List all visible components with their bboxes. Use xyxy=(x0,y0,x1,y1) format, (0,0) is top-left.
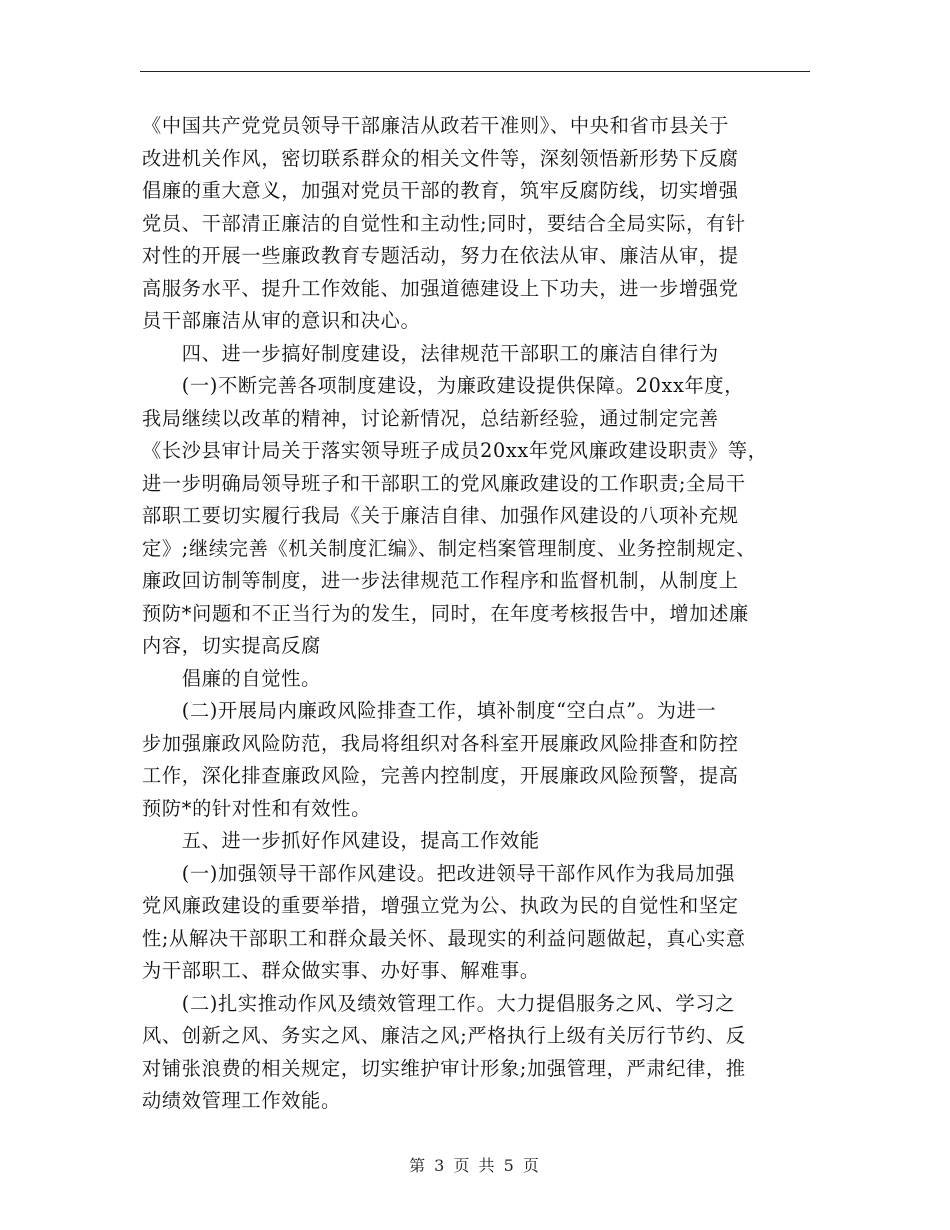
text-line: (二)开展局内廉政风险排查工作，填补制度“空白点”。为进一 xyxy=(142,699,717,722)
text-line: 定》;继续完善《机关制度汇编》、制定档案管理制度、业务控制规定、 xyxy=(142,536,757,560)
text-line: 高服务水平、提升工作效能、加强道德建设上下功夫，进一步增强党 xyxy=(142,276,739,300)
text-line: 《长沙县审计局关于落实领导班子成员20xx年党风廉政建设职责》等， xyxy=(142,439,768,462)
text-line: 《中国共产党党员领导干部廉洁从政若干准则》、中央和省市县关于 xyxy=(142,114,730,137)
text-line: 部职工要切实履行我局《关于廉洁自律、加强作风建设的八项补充规 xyxy=(142,504,739,527)
text-line: 对铺张浪费的相关规定，切实维护审计形象;加强管理，严肃纪律，推 xyxy=(142,1056,746,1080)
text-line: 步加强廉政风险防范，我局将组织对各科室开展廉政风险排查和防控 xyxy=(142,731,739,755)
text-line: 倡廉的自觉性。 xyxy=(142,666,321,690)
text-line: 进一步明确局领导班子和干部职工的党风廉政建设的工作职责;全局干 xyxy=(142,471,746,495)
text-line: 预防*问题和不正当行为的发生，同时，在年度考核报告中，增加述廉 xyxy=(142,601,749,625)
text-line: 员干部廉洁从审的意识和决心。 xyxy=(142,309,421,332)
text-line: 为干部职工、群众做实事、办好事、解难事。 xyxy=(142,959,540,982)
document-body xyxy=(142,110,810,1118)
text-line: 工作，深化排查廉政风险，完善内控制度，开展廉政风险预警，提高 xyxy=(142,764,739,787)
text-line: 动绩效管理工作效能。 xyxy=(142,1089,341,1112)
text-line: (一)不断完善各项制度建设，为廉政建设提供保障。20xx年度， xyxy=(142,374,745,397)
text-line: 廉政回访制等制度，进一步法律规范工作程序和监督机制，从制度上 xyxy=(142,569,739,592)
text-line: 倡廉的重大意义，加强对党员干部的教育，筑牢反腐防线，切实增强 xyxy=(142,179,739,202)
text-line: 预防*的针对性和有效性。 xyxy=(142,796,372,820)
text-line: (二)扎实推动作风及绩效管理工作。大力提倡服务之风、学习之 xyxy=(142,991,736,1015)
text-line: 改进机关作风，密切联系群众的相关文件等，深刻领悟新形势下反腐 xyxy=(142,146,739,170)
text-line: 我局继续以改革的精神，讨论新情况，总结新经验，通过制定完善 xyxy=(142,406,719,430)
text-line: 对性的开展一些廉政教育专题活动，努力在依法从审、廉洁从审，提 xyxy=(142,244,739,267)
page-number-footer: 第 3 页 共 5 页 xyxy=(409,1156,541,1175)
text-line: 内容，切实提高反腐 xyxy=(142,634,321,657)
text-line: 性;从解决干部职工和群众最关怀、最现实的利益问题做起，真心实意 xyxy=(142,926,746,950)
text-line: 四、进一步搞好制度建设，法律规范干部职工的廉洁自律行为 xyxy=(142,341,719,365)
text-line: 党员、干部清正廉洁的自觉性和主动性;同时，要结合全局实际，有针 xyxy=(142,211,746,235)
header-rule xyxy=(140,71,810,72)
text-line: 风、创新之风、务实之风、廉洁之风;严格执行上级有关厉行节约、反 xyxy=(142,1024,746,1047)
text-line: (一)加强领导干部作风建设。把改进领导干部作风作为我局加强 xyxy=(142,861,736,885)
text-line: 党风廉政建设的重要举措，增强立党为公、执政为民的自觉性和坚定 xyxy=(142,894,739,917)
text-line: 五、进一步抓好作风建设，提高工作效能 xyxy=(142,829,540,852)
